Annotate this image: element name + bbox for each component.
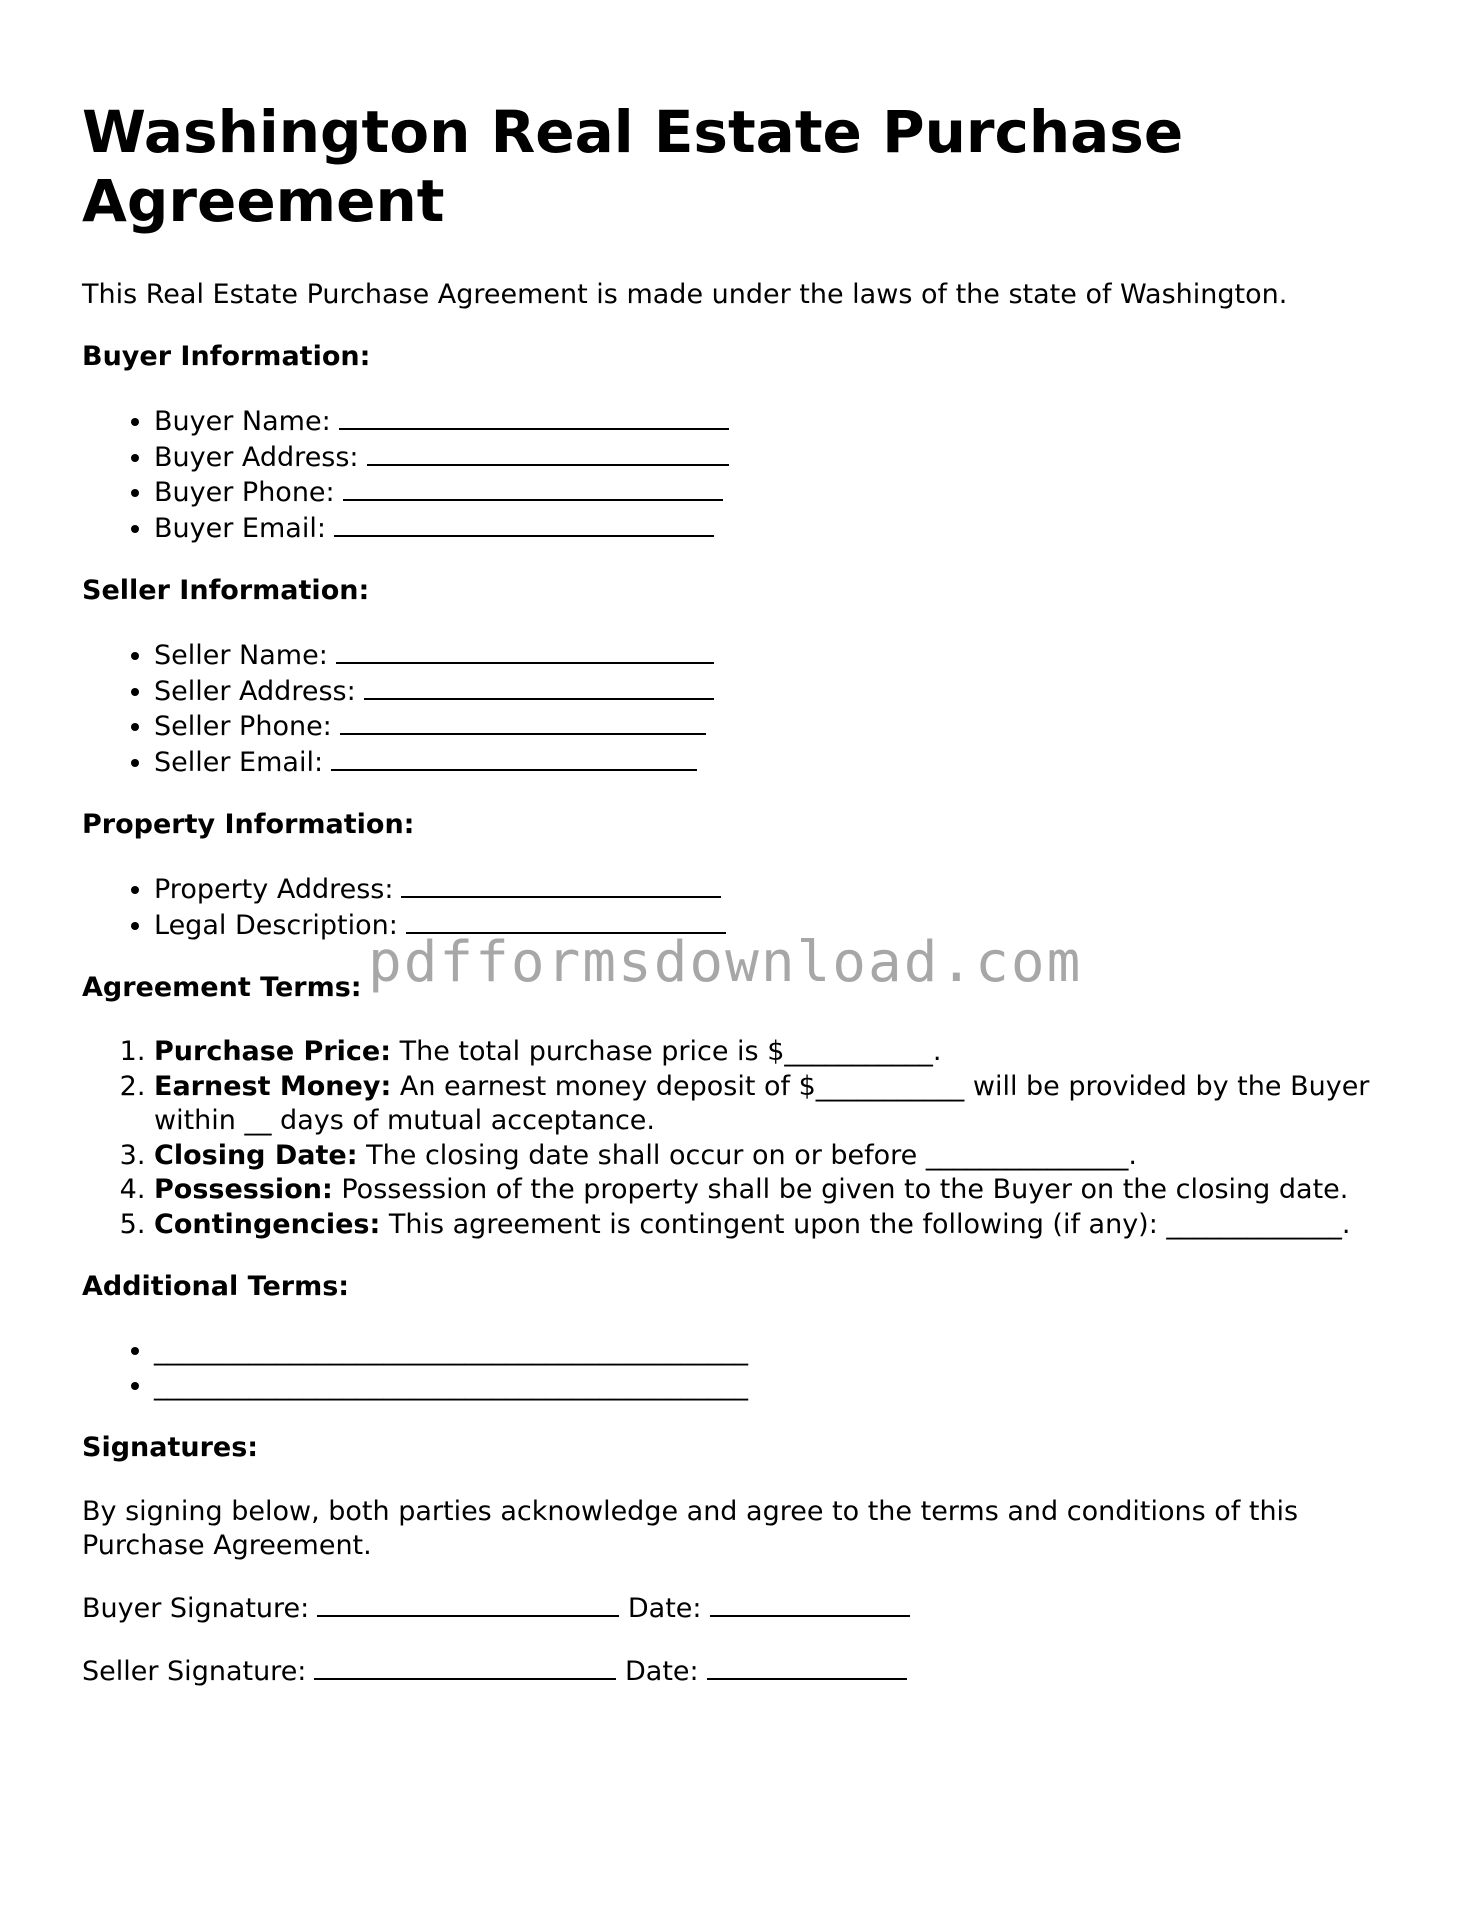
seller-email-line[interactable] [331,745,697,771]
watermark: pdfformsdownload.com [368,930,1083,995]
buyer-heading: Buyer Information: [82,341,371,372]
buyer-name-item [154,404,1412,440]
buyer-signature-label: Buyer Signature: [82,1593,310,1624]
buyer-address-item [154,440,1412,476]
seller-signature-row [82,1654,1412,1689]
buyer-signature-line[interactable] [317,1591,619,1617]
field-label: Legal Description: [154,909,398,941]
buyer-phone-item [154,475,1412,511]
signatures-heading: Signatures: [82,1432,259,1463]
buyer-fields-list [82,404,1412,546]
seller-phone-item [154,709,1412,745]
term-label: Earnest Money: [154,1070,392,1102]
document-page [82,98,1412,1717]
seller-phone-line[interactable] [340,709,706,735]
term-text: The closing date shall occur on or before _______________. [366,1139,1137,1171]
term-item [154,1139,1412,1174]
property-address-item [154,872,1412,908]
additional-terms-list [82,1334,1412,1403]
buyer-email-line[interactable] [334,511,714,537]
property-heading: Property Information: [82,809,415,840]
buyer-signature-row [82,1591,1412,1626]
date-label: Date: [627,1593,702,1624]
buyer-date-line[interactable] [710,1591,910,1617]
seller-signature-line[interactable] [314,1654,616,1680]
field-label: Buyer Address: [154,441,359,473]
field-label: Seller Phone: [154,711,332,742]
term-label: Possession: [154,1174,333,1205]
seller-date-line[interactable] [707,1654,907,1680]
signatures-text: By signing below, both parties acknowledge and agree to the terms and conditions of this Purchase Agreement. [82,1496,1299,1561]
term-text: The total purchase price is $___________. [399,1036,942,1067]
term-label: Purchase Price: [154,1036,392,1067]
field-label: Buyer Email: [154,512,326,544]
seller-heading: Seller Information: [82,575,370,606]
field-label: Seller Address: [154,675,356,707]
field-label: Property Address: [154,874,394,905]
term-label: Contingencies: [154,1208,381,1240]
seller-fields-list [82,638,1412,780]
seller-signature-label: Seller Signature: [82,1656,307,1687]
document-title: Washington Real Estate Purchase Agreement [82,98,1184,235]
term-item [154,1070,1412,1139]
field-label: Buyer Phone: [154,477,335,508]
field-label: Seller Email: [154,746,324,778]
buyer-phone-line[interactable] [343,475,723,501]
seller-name-item [154,638,1412,674]
field-label: Buyer Name: [154,406,331,437]
term-text: Possession of the property shall be given to the Buyer on the closing date. [341,1174,1349,1205]
buyer-email-item [154,511,1412,547]
term-label: Closing Date: [154,1139,358,1171]
term-item [154,1173,1412,1208]
term-text: An earnest money deposit of $___________ will be provided by the Buyer within __ days of mutual acceptance. [154,1070,1370,1136]
terms-heading: Agreement Terms: [82,972,362,1003]
seller-address-item [154,674,1412,710]
additional-heading: Additional Terms: [82,1271,350,1302]
terms-list [82,1035,1412,1242]
seller-email-item [154,745,1412,781]
additional-term-line[interactable]: • ____________________________________________ [154,1334,1412,1369]
seller-address-line[interactable] [364,674,714,700]
buyer-name-line[interactable] [339,404,729,430]
term-item [154,1035,1412,1070]
intro-text: This Real Estate Purchase Agreement is made under the laws of the state of Washington. [82,279,1288,310]
term-item [154,1208,1412,1243]
additional-term-line[interactable]: • ____________________________________________ [154,1369,1412,1404]
buyer-address-line[interactable] [367,440,729,466]
property-address-line[interactable] [401,872,721,898]
field-label: Seller Name: [154,640,328,671]
seller-name-line[interactable] [336,638,714,664]
date-label: Date: [625,1656,699,1687]
term-text: This agreement is contingent upon the following (if any): _____________. [388,1208,1351,1240]
